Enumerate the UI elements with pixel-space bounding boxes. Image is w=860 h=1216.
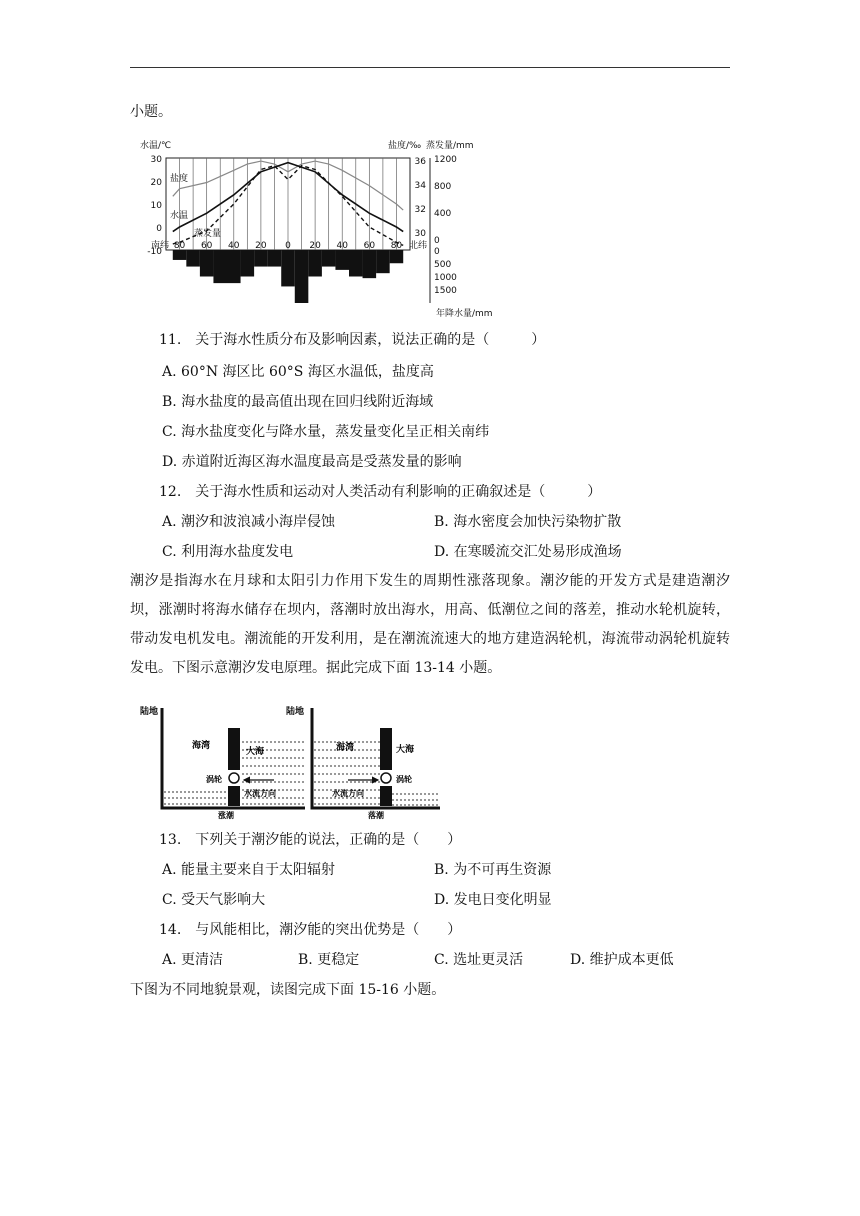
precipitation-bar <box>254 250 268 267</box>
precipitation-bar <box>200 250 214 277</box>
precipitation-bar <box>268 250 282 267</box>
precipitation-bar <box>335 250 349 270</box>
header-fragment: 小题。 <box>130 104 172 120</box>
evaporation-tick: 400 <box>434 209 452 219</box>
tidal-power-diagram <box>140 690 440 820</box>
precipitation-bar <box>322 250 336 267</box>
rising-dam-upper <box>228 728 240 770</box>
precipitation-bar <box>227 250 241 283</box>
falling-flow-label: 水流方向 <box>332 789 364 798</box>
precipitation-bar <box>295 250 309 303</box>
question-14-option-b[interactable]: B. 更稳定 <box>298 952 360 968</box>
question-13-stem: 13. 下列关于潮汐能的说法，正确的是（ ） <box>159 832 462 848</box>
latitude-tick: 0 <box>285 241 291 251</box>
temperature-series-label: 水温 <box>170 211 189 221</box>
salinity-series-label: 盐度 <box>170 174 189 184</box>
falling-land-label: 陆地 <box>286 707 305 717</box>
precipitation-bar <box>186 250 200 267</box>
latitude-tick: 20 <box>309 241 321 251</box>
question-13-option-a[interactable]: A. 能量主要来自于太阳辐射 <box>162 862 336 878</box>
precipitation-bar <box>213 250 227 283</box>
rising-tide-panel <box>140 705 305 820</box>
question-12-option-d[interactable]: D. 在寒暖流交汇处易形成渔场 <box>434 544 622 560</box>
rising-sea-label: 大海 <box>246 747 265 757</box>
question-14-stem: 14. 与风能相比，潮汐能的突出优势是（ ） <box>159 922 462 938</box>
salinity-axis-label: 盐度/‰ <box>388 141 422 151</box>
question-14-option-a[interactable]: A. 更清洁 <box>162 952 224 968</box>
precipitation-tick: 500 <box>434 260 452 270</box>
precipitation-tick: 0 <box>434 247 440 257</box>
precipitation-bar <box>390 250 404 263</box>
question-12-stem: 12. 关于海水性质和运动对人类活动有利影响的正确叙述是（ ） <box>159 484 602 500</box>
falling-sea-label: 大海 <box>396 745 415 755</box>
latitude-tick: 40 <box>228 241 240 251</box>
temperature-tick: 20 <box>150 178 162 188</box>
question-14-option-c[interactable]: C. 选址更灵活 <box>434 952 524 968</box>
temperature-tick: -10 <box>147 247 162 257</box>
rising-bay-label: 海湾 <box>192 741 211 751</box>
precipitation-bar <box>349 250 363 277</box>
evaporation-series-label: 蒸发量 <box>194 229 222 239</box>
latitude-tick: 北纬 <box>408 241 428 251</box>
latitude-tick: 60 <box>363 241 376 251</box>
rising-turbine-label: 涡轮 <box>206 775 222 784</box>
temperature-tick: 0 <box>156 224 162 234</box>
precipitation-bar <box>363 250 377 278</box>
question-13-option-c[interactable]: C. 受天气影响大 <box>162 892 266 908</box>
salinity-tick: 32 <box>414 205 426 215</box>
temperature-tick: 10 <box>150 201 162 211</box>
salinity-tick: 34 <box>414 181 426 191</box>
falling-turbine-icon <box>381 773 391 783</box>
footer-instruction: 下图为不同地貌景观，读图完成下面 15-16 小题。 <box>130 982 446 998</box>
rising-land-label: 陆地 <box>140 707 159 717</box>
falling-turbine-label: 涡轮 <box>396 775 412 784</box>
question-11-option-d[interactable]: D. 赤道附近海区海水温度最高是受蒸发量的影响 <box>162 454 462 470</box>
rising-turbine-icon <box>229 773 239 783</box>
evaporation-tick: 800 <box>434 182 452 192</box>
precipitation-tick: 1500 <box>434 286 457 296</box>
falling-dam-lower <box>380 786 392 806</box>
precipitation-bar <box>308 250 322 277</box>
precipitation-axis-label: 年降水量/mm <box>436 309 493 319</box>
question-11-option-b[interactable]: B. 海水盐度的最高值出现在回归线附近海域 <box>162 394 434 410</box>
question-14-option-d[interactable]: D. 维护成本更低 <box>570 952 674 968</box>
falling-dam-upper <box>380 728 392 770</box>
falling-sea-water-lines <box>392 794 438 805</box>
question-11-option-c[interactable]: C. 海水盐度变化与降水量，蒸发量变化呈正相关南纬 <box>162 424 490 440</box>
latitude-tick: 80 <box>173 241 186 251</box>
evaporation-tick: 1200 <box>434 155 457 165</box>
falling-tide-panel <box>286 705 440 820</box>
latitude-tick: 60 <box>200 241 213 251</box>
precipitation-bar <box>173 250 187 260</box>
latitude-tick: 南纬 <box>150 241 170 251</box>
falling-caption: 落潮 <box>368 811 384 820</box>
precipitation-bar <box>241 250 255 277</box>
precipitation-bar <box>281 250 295 286</box>
header-rule <box>130 67 730 68</box>
salinity-tick: 36 <box>414 157 426 167</box>
question-11-option-a[interactable]: A. 60°N 海区比 60°S 海区水温低，盐度高 <box>162 364 434 380</box>
question-13-option-b[interactable]: B. 为不可再生资源 <box>434 862 552 878</box>
latitude-tick: 80 <box>390 241 403 251</box>
ocean-properties-chart <box>140 138 500 323</box>
precipitation-tick: 1000 <box>434 273 457 283</box>
question-11-stem: 11. 关于海水性质分布及影响因素，说法正确的是（ ） <box>159 332 546 348</box>
latitude-tick: 40 <box>336 241 348 251</box>
question-12-option-a[interactable]: A. 潮汐和波浪减小海岸侵蚀 <box>162 514 336 530</box>
temperature-tick: 30 <box>150 155 162 165</box>
rising-caption: 涨潮 <box>218 811 234 820</box>
rising-dam-lower <box>228 786 240 806</box>
precipitation-bar <box>376 250 390 273</box>
salinity-tick: 30 <box>414 229 426 239</box>
falling-bay-label: 海湾 <box>336 743 355 753</box>
left-axis-label: 水温/℃ <box>140 141 172 151</box>
latitude-tick: 20 <box>255 241 267 251</box>
question-13-option-d[interactable]: D. 发电日变化明显 <box>434 892 552 908</box>
tidal-passage: 潮汐是指海水在月球和太阳引力作用下发生的周期性涨落现象。潮汐能的开发方式是建造潮汐坝，涨潮时将海水储存在坝内，落潮时放出海水，用高、低潮位之间的落差，推动水轮机旋转，带动发电机发电。潮流能的开发利用，是在潮流流速大的地方建造涡轮机，海流带动涡轮机旋转发电。下图示意潮汐发电原理。据此完成下面 13-14 小题。 <box>130 573 730 676</box>
evaporation-tick: 0 <box>434 236 440 246</box>
evaporation-axis-label: 蒸发量/mm <box>426 141 474 151</box>
rising-flow-label: 水流方向 <box>244 789 276 798</box>
rising-bay-water-lines <box>164 792 228 804</box>
question-12-option-b[interactable]: B. 海水密度会加快污染物扩散 <box>434 514 622 530</box>
question-12-option-c[interactable]: C. 利用海水盐度发电 <box>162 544 294 560</box>
